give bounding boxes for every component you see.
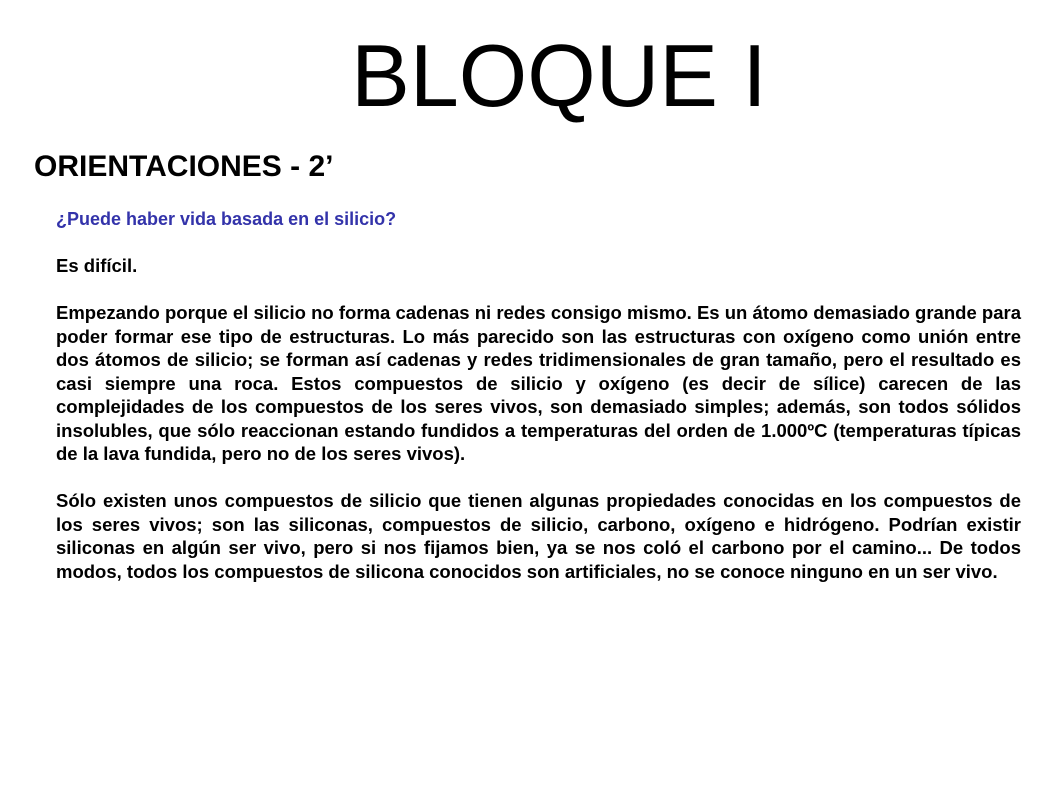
section-heading: ORIENTACIONES - 2’ <box>34 150 334 183</box>
slide-title: BLOQUE I <box>351 26 767 125</box>
body-text <box>56 254 1021 583</box>
paragraph-2: Sólo existen unos compuestos de silicio que tienen algunas propiedades conocidas en los compuestos de los seres vivos; son las siliconas, compuestos de silicio, carbono, oxígeno e hidrógeno. Podrían existir siliconas en algún ser vivo, pero si nos fijamos bien, ya se nos coló el carbono por el camino... De todos modos, todos los compuestos de silicona conocidos son artificiales, no se conoce ninguno en un ser vivo. <box>56 490 1021 582</box>
short-answer: Es difícil. <box>56 255 138 276</box>
paragraph-1: Empezando porque el silicio no forma cadenas ni redes consigo mismo. Es un átomo demasiado grande para poder formar ese tipo de estructuras. Lo más parecido son las estructuras con oxígeno como unión entre dos átomos de silicio; se forman así cadenas y redes tridimensionales de gran tamaño, pero el resultado es casi siempre una roca. Estos compuestos de silicio y oxígeno (es decir de sílice) carecen de las complejidades de los compuestos de los seres vivos, son demasiado simples; además, son todos sólidos insolubles, que sólo reaccionan estando fundidos a temperaturas del orden de 1.000ºC (temperaturas típicas de la lava fundida, pero no de los seres vivos). <box>56 302 1021 464</box>
question-text: ¿Puede haber vida basada en el silicio? <box>56 209 397 229</box>
